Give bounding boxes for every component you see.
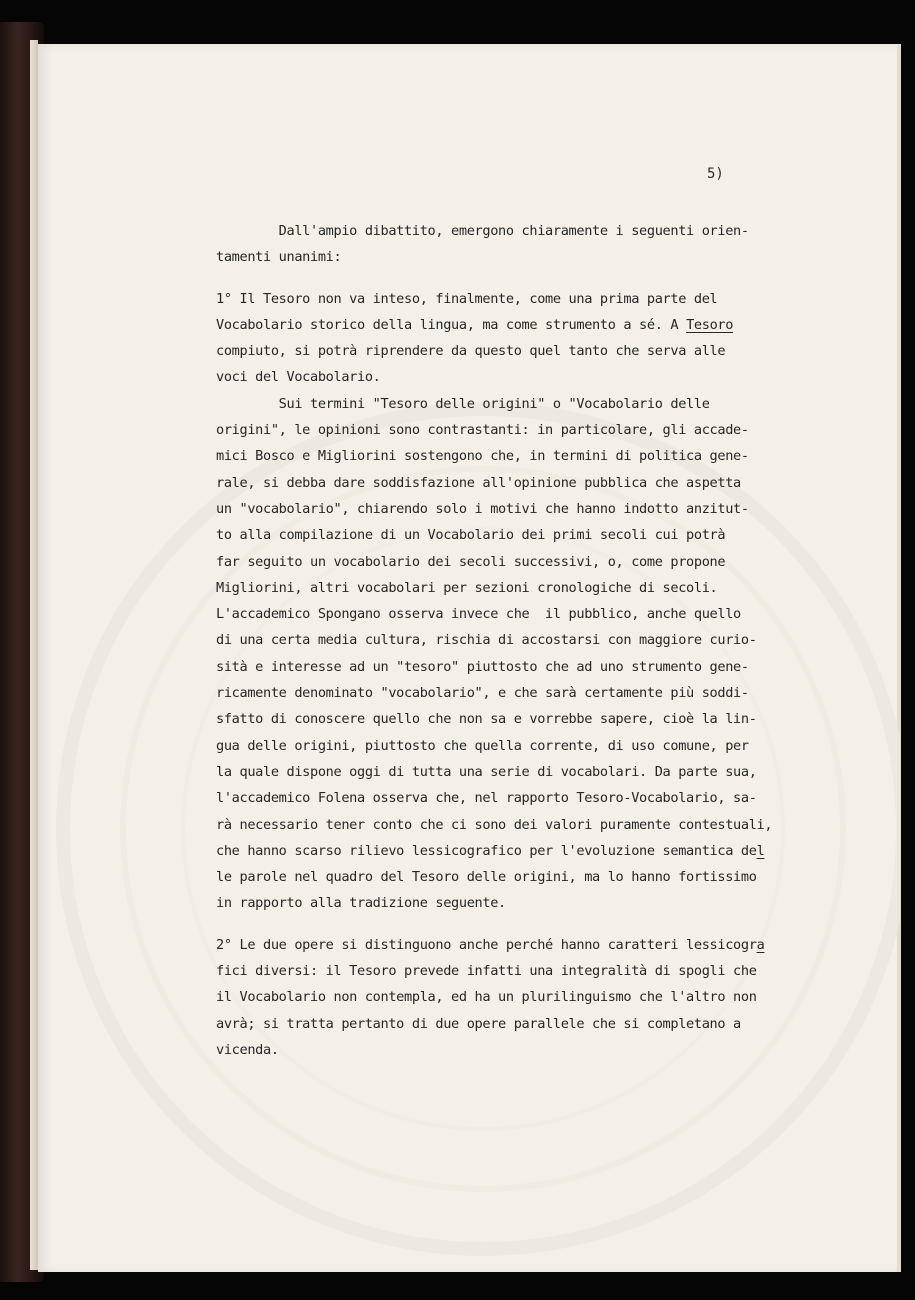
text-line-with-underline xyxy=(216,838,765,864)
text-fragment: che hanno scarso rilievo lessicografico per l'evoluzione semantica de xyxy=(216,842,757,859)
text-line: la quale dispone oggi di tutta una serie di vocabolari. Da parte sua, xyxy=(216,763,757,780)
text-line: compiuto, si potrà riprendere da questo quel tanto che serva alle xyxy=(216,343,726,360)
text-line: Dall'ampio dibattito, emergono chiaramente i seguenti orien- xyxy=(216,223,749,239)
text-line: to alla compilazione di un Vocabolario dei primi secoli cui potrà xyxy=(216,527,726,544)
text-line: far seguito un vocabolario dei secoli successivi, o, come propone xyxy=(216,553,726,570)
text-line: ricamente denominato "vocabolario", e che sarà certamente più soddi- xyxy=(216,685,749,702)
paragraph-gap xyxy=(216,917,756,932)
text-line-with-underline xyxy=(216,312,756,338)
page-number: 5) xyxy=(707,166,724,182)
text-line: voci del Vocabolario. xyxy=(216,369,381,386)
paper-right-edge xyxy=(897,44,901,1272)
text-line: in rapporto alla tradizione seguente. xyxy=(216,895,506,912)
text-line: sfatto di conoscere quello che non sa e vorrebbe sapere, cioè la lin- xyxy=(216,711,757,728)
underlined-letter: a xyxy=(756,936,765,953)
paragraph-gap xyxy=(216,271,756,286)
text-line-with-underline xyxy=(216,932,765,958)
text-line: gua delle origini, piuttosto che quella corrente, di uso comune, per xyxy=(216,737,749,754)
page-stack-edge xyxy=(30,40,38,1270)
document-body xyxy=(216,218,773,1063)
text-line: rale, si debba dare soddisfazione all'opinione pubblica che aspetta xyxy=(216,474,741,491)
text-line: le parole nel quadro del Tesoro delle origini, ma lo hanno fortissimo xyxy=(216,869,757,886)
underlined-word: Tesoro xyxy=(686,316,734,333)
text-line: L'accademico Spongano osserva invece che il pubblico, anche quello xyxy=(216,606,741,623)
text-fragment: 2° Le due opere si distinguono anche perché hanno caratteri lessicogr xyxy=(216,936,757,953)
text-fragment: Vocabolario storico della lingua, ma come strumento a sé. A xyxy=(216,316,687,333)
text-line: mici Bosco e Migliorini sostengono che, in termini di politica gene- xyxy=(216,448,749,465)
text-line: di una certa media cultura, rischia di accostarsi con maggiore curio- xyxy=(216,632,757,649)
text-line: tamenti unanimi: xyxy=(216,249,342,266)
text-line: avrà; si tratta pertanto di due opere parallele che si completano a xyxy=(216,1015,741,1032)
text-line: rà necessario tener conto che ci sono dei valori puramente contestuali, xyxy=(216,816,773,833)
text-line: un "vocabolario", chiarendo solo i motivi che hanno indotto anzitut- xyxy=(216,500,749,517)
text-line: il Vocabolario non contempla, ed ha un plurilinguismo che l'altro non xyxy=(216,989,757,1006)
underlined-letter: l xyxy=(756,842,765,859)
text-line: l'accademico Folena osserva che, nel rapporto Tesoro-Vocabolario, sa- xyxy=(216,790,757,807)
text-line: Sui termini "Tesoro delle origini" o "Vocabolario delle xyxy=(216,395,710,412)
text-line: origini", le opinioni sono contrastanti: in particolare, gli accade- xyxy=(216,422,749,439)
text-line: 1° Il Tesoro non va inteso, finalmente, come una prima parte del xyxy=(216,290,718,307)
text-line: Migliorini, altri vocabolari per sezioni cronologiche di secoli. xyxy=(216,579,718,596)
text-line: vicenda. xyxy=(216,1041,279,1058)
text-line: sità e interesse ad un "tesoro" piuttosto che ad uno strumento gene- xyxy=(216,658,749,675)
text-line: fici diversi: il Tesoro prevede infatti una integralità di spogli che xyxy=(216,963,757,980)
